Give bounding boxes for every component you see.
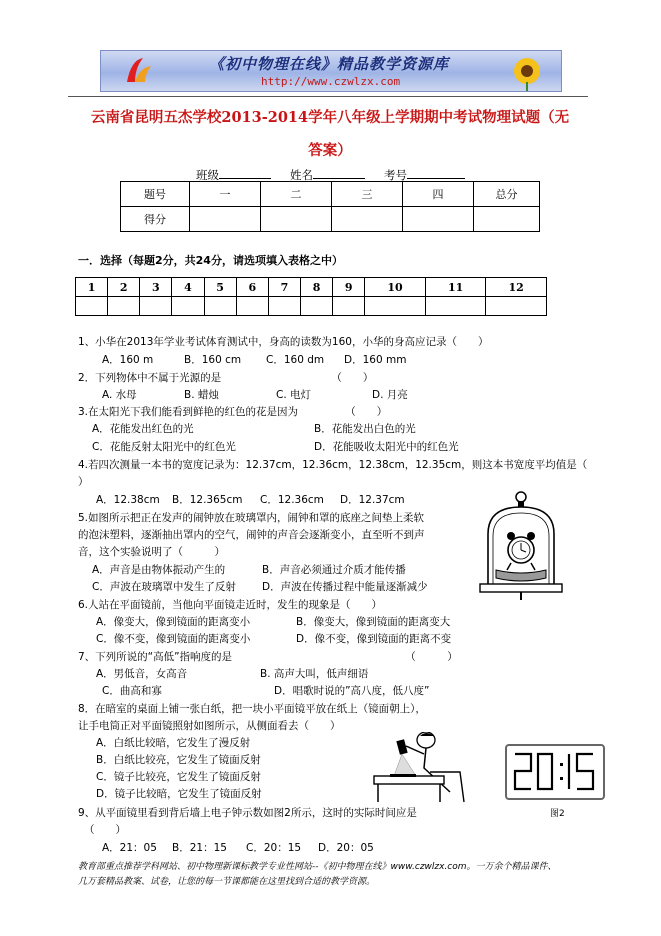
question-stem-cont: 音，这个实验说明了（ ） (78, 546, 225, 558)
option-d: D．声波在传播过程中能量逐渐减少 (262, 581, 428, 593)
answer-number: 10 (365, 278, 426, 297)
answer-cell[interactable] (300, 297, 332, 316)
exam-title-line1: 云南省昆明五杰学校2013-2014学年八年级上学期期中考试物理试题（无 (90, 109, 570, 126)
answer-cell[interactable] (365, 297, 426, 316)
option-a: A．像变大，像到镜面的距离变小 (96, 616, 251, 628)
answer-cell[interactable] (76, 297, 108, 316)
option-d: D．唱歌时说的”高八度，低八度” (274, 685, 430, 697)
option-a: A．白纸比较暗，它发生了漫反射 (96, 737, 251, 749)
answer-number: 8 (300, 278, 332, 297)
option-c: C．12.36cm (260, 494, 324, 506)
score-cell[interactable] (332, 207, 403, 232)
question-stem: 3.在太阳光下我们能看到鲜艳的红色的花是因为 （ ） (78, 406, 388, 418)
option-c: C．20：15 (246, 842, 302, 854)
table-header-cell: 四 (403, 182, 474, 207)
question-stem: 2．下列物体中不属于光源的是 （ ） (78, 372, 374, 384)
answer-cell[interactable] (268, 297, 300, 316)
option-d: D．12.37cm (340, 494, 405, 506)
answer-cell[interactable] (425, 297, 486, 316)
question-stem: 4.若四次测量一本书的宽度记录为：12.37cm，12.36cm，12.38cm，12.35cm，则这本书宽度平均值是（ (78, 459, 588, 471)
sunflower-icon (497, 51, 557, 92)
answer-cell[interactable] (486, 297, 547, 316)
table-row (121, 182, 540, 207)
question-stem: 9、从平面镜里看到背后墙上电子钟示数如图2所示，这时的实际时间应是 (78, 807, 417, 819)
answer-number: 2 (108, 278, 140, 297)
header-rule (68, 96, 588, 97)
answer-number: 1 (76, 278, 108, 297)
option-d: D. 月亮 (372, 389, 408, 401)
banner-title: 《初中物理在线》精品教学资源库 (209, 55, 450, 73)
answer-number: 5 (204, 278, 236, 297)
answer-cell[interactable] (172, 297, 204, 316)
header-banner (100, 50, 562, 92)
option-c: C. 电灯 (276, 389, 312, 401)
number-label: 考号 (384, 168, 407, 182)
answer-cell[interactable] (236, 297, 268, 316)
table-row (76, 278, 547, 297)
footer-line: 教育部重点推荐学科网站、初中物理新课标教学专业性网站--《初中物理在线》www.czwlzx.com。一万余个精品课件、 (78, 862, 557, 872)
option-d: D．像不变，像到镜面的距离不变 (296, 633, 452, 645)
answer-cell[interactable] (140, 297, 172, 316)
option-b: B．12.365cm (172, 494, 243, 506)
answer-number: 12 (486, 278, 547, 297)
digital-clock-figure (505, 744, 605, 800)
answer-table (75, 277, 547, 316)
option-b: B．声音必须通过介质才能传播 (262, 564, 406, 576)
answer-cell[interactable] (333, 297, 365, 316)
question-stem: 7、下列所说的“高低”指响度的是 （ ） (78, 651, 458, 663)
name-label: 姓名 (290, 168, 313, 182)
option-b: B．花能发出白色的光 (314, 423, 416, 435)
option-d: D．镜子比较暗，它发生了镜面反射 (96, 788, 262, 800)
table-header-cell: 三 (332, 182, 403, 207)
option-a: A．160 m (102, 354, 154, 366)
figure-2-label: 图2 (550, 809, 565, 819)
table-header-cell: 二 (261, 182, 332, 207)
question-stem-cont: ） (78, 476, 89, 488)
section-title: 一．选择（每题2分，共24分，请选项填入表格之中） (78, 254, 343, 267)
option-b: B．160 cm (184, 354, 242, 366)
option-a: A．花能发出红色的光 (92, 423, 194, 435)
question-stem-cont: （ ） (84, 824, 126, 836)
table-row (121, 207, 540, 232)
score-cell[interactable] (474, 207, 540, 232)
option-d: D．花能吸收太阳光中的红色光 (314, 441, 459, 453)
option-c: C．花能反射太阳光中的红色光 (92, 441, 236, 453)
banner-url[interactable]: http://www.czwlzx.com (261, 75, 401, 88)
option-c: C．像不变，像到镜面的距离变小 (96, 633, 251, 645)
question-stem-cont: 让手电筒正对平面镜照射如图所示，从侧面看去（ ） (78, 720, 341, 732)
answer-number: 3 (140, 278, 172, 297)
page-footer (78, 860, 557, 890)
answer-number: 9 (333, 278, 365, 297)
option-a: A．12.38cm (96, 494, 160, 506)
flashlight-mirror-figure (368, 732, 478, 804)
class-label: 班级 (196, 168, 219, 182)
logo-icon (121, 54, 155, 88)
answer-number: 11 (425, 278, 486, 297)
table-header-cell: 题号 (121, 182, 190, 207)
option-a: A. 水母 (102, 389, 137, 401)
option-c: C．160 dm (266, 354, 325, 366)
option-b: B．白纸比较亮，它发生了镜面反射 (96, 754, 261, 766)
answer-cell[interactable] (204, 297, 236, 316)
score-table (120, 181, 540, 232)
answer-number: 4 (172, 278, 204, 297)
score-row-label: 得分 (121, 207, 190, 232)
question-stem: 5.如图所示把正在发声的闹钟放在玻璃罩内，闹钟和罩的底座之间垫上柔软 (78, 512, 425, 524)
option-b: B. 蜡烛 (184, 389, 219, 401)
question-stem-cont: 的泡沫塑料，逐渐抽出罩内的空气，闹钟的声音会逐渐变小，直至听不到声 (78, 529, 425, 541)
option-a: A．声音是由物体振动产生的 (92, 564, 226, 576)
option-a: A．男低音，女高音 (96, 668, 188, 680)
question-stem: 6.人站在平面镜前，当他向平面镜走近时，发生的现象是（ ） (78, 599, 383, 611)
score-cell[interactable] (403, 207, 474, 232)
table-row (76, 297, 547, 316)
option-b: B．21：15 (172, 842, 227, 854)
clock-digits-icon (507, 746, 603, 798)
exam-title-line2: 答案） (308, 142, 352, 159)
table-header-cell: 一 (190, 182, 261, 207)
answer-number: 6 (236, 278, 268, 297)
option-d: D．20：05 (318, 842, 374, 854)
question-stem: 1、小华在2013年学业考试体育测试中，身高的读数为160，小华的身高应记录（ ） (78, 336, 489, 348)
answer-cell[interactable] (108, 297, 140, 316)
score-cell[interactable] (261, 207, 332, 232)
footer-line: 几万套精品教案、试卷，让您的每一节课都能在这里找到合适的教学资源。 (78, 877, 376, 887)
bell-jar-figure (478, 490, 564, 602)
option-d: D．160 mm (344, 354, 407, 366)
option-c: C．声波在玻璃罩中发生了反射 (92, 581, 236, 593)
option-b: B．像变大，像到镜面的距离变大 (296, 616, 451, 628)
score-cell[interactable] (190, 207, 261, 232)
option-b: B. 高声大叫，低声细语 (260, 668, 369, 680)
option-c: C．镜子比较亮，它发生了镜面反射 (96, 771, 261, 783)
question-stem: 8．在暗室的桌面上铺一张白纸，把一块小平面镜平放在纸上（镜面朝上）， (78, 703, 426, 715)
table-header-cell: 总分 (474, 182, 540, 207)
option-a: A．21：05 (102, 842, 157, 854)
option-c: C．曲高和寡 (102, 685, 162, 697)
answer-number: 7 (268, 278, 300, 297)
